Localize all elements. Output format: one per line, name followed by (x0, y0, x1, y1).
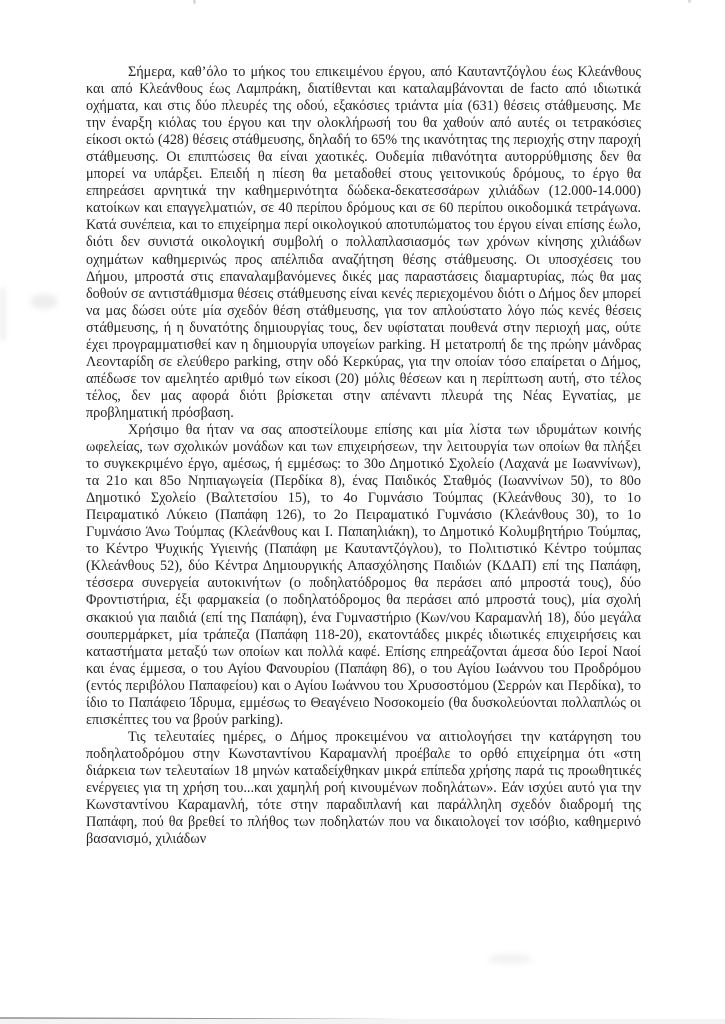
paragraph-bike-lane-argument: Τις τελευταίες ημέρες, ο Δήμος προκειμένου να αιτιολογήσει την κατάργηση του ποδηλατοδρόμου στην Κωνσταντίνου Καραμανλή προέβαλε το ορθό επιχείρημα ότι «στη διάρκεια των τελευταίων 18 μηνών καταδείχθηκαν μικρά επίπεδα χρήσης παρά τις προωθητικές ενέργειες για τη χρήση του...και χαμηλή ροή κινουμένων ποδηλάτων». Εάν ισχύει αυτό για την Κωνσταντίνου Καραμανλή, τότε στην παραδιπλανή και παράλληλη σχεδόν διαδρομή της Παπάφη, πού θα βρεθεί το πλήθος των ποδηλατών που να δικαιολογεί τον ισόβιο, καθημερινό βασανισμό, χιλιάδων (86, 728, 641, 848)
body-text (86, 64, 641, 848)
paragraph-affected-institutions: Χρήσιμο θα ήταν να σας αποστείλουμε επίσης και μία λίστα των ιδρυμάτων κοινής ωφελείας, των σχολικών μονάδων και των επιχειρήσεων, την λειτουργία των οποίων θα πλήξει το συγκεκριμένο έργο, αμέσως, ή εμμέσως: το 30ο Δημοτικό Σχολείο (Λαχανά με Ιωαννίνων), τα 21ο και 85ο Νηπιαγωγεία (Περδίκα 8), ένας Παιδικός Σταθμός (Ιωαννίνων 50), το 80ο Δημοτικό Σχολείο (Βαλτετσίου 15), το 4ο Γυμνάσιο Τούμπας (Κλεάνθους 30), το 1ο Πειραματικό Λύκειο (Παπάφη 126), το 2ο Πειραματικό Γυμνάσιο (Κλεάνθους 30), το 1ο Γυμνάσιο Άνω Τούμπας (Κλεάνθους και Ι. Παπαηλιάκη), το Δημοτικό Κολυμβητήριο Τούμπας, το Κέντρο Ψυχικής Υγιεινής (Παπάφη με Καυταντζόγλου), το Πολιτιστικό Κέντρο τούμπας (Κλεάνθους 52), δύο Κέντρα Δημιουργικής Απασχόλησης Παιδιών (ΚΔΑΠ) επί της Παπάφη, τέσσερα συνεργεία αυτοκινήτων (ο ποδηλατόδρομος θα περάσει από μπροστά τους), δύο Φροντιστήρια, έξι φαρμακεία (ο ποδηλατόδρομος θα περάσει από μπροστά τους), μία σχολή σκακιού για παιδιά (επί της Παπάφη), ένα Γυμναστήριο (Κων/νου Καραμανλή 18), δύο μεγάλα σουπερμάρκετ, μία τράπεζα (Παπάφη 118-20), εκατοντάδες μικρές ιδιωτικές επιχειρήσεις και καταστήματα μεταξύ των οποίων και πολλά καφέ. Επίσης επηρεάζονται άμεσα δύο Ιεροί Ναοί και ένας έμμεσα, ο του Αγίου Φανουρίου (Παπάφη 86), ο του Αγίου Ιωάννου του Προδρόμου (εντός περιβόλου Παπαφείου) και ο Αγίου Ιωάννου του Χρυσοστόμου (Σερρών και Περδίκα), το ίδιο το Παπάφειο Ίδρυμα, εμμέσως το Θεαγένειο Νοσοκομείο (θα δυσκολεύονται πολλαπλώς οι επισκέπτες του να βρούν parking). (86, 421, 641, 728)
scan-smudge (30, 294, 58, 309)
scan-speck (193, 0, 196, 4)
scan-edge-streak (0, 288, 6, 340)
scan-speck (688, 0, 691, 3)
scan-bottom-area (0, 1019, 725, 1024)
scan-smudge (488, 954, 532, 964)
paragraph-parking-impact: Σήμερα, καθ’όλο το μήκος του επικειμένου έργου, από Καυταντζόγλου έως Κλεάνθους και από Κλεάνθους έως Λαμπράκη, διατίθενται και καταλαμβάνονται de facto από ιδιωτικά οχήματα, και στις δύο πλευρές της οδού, εξακόσιες τριάντα μία (631) θέσεις στάθμευσης. Με την έναρξη κιόλας του έργου και την ολοκλήρωσή του θα χαθούν από αυτές οι τετρακόσιες είκοσι οκτώ (428) θέσεις στάθμευσης, δηλαδή το 65% της ικανότητας της περιοχής στην παροχή στάθμευσης. Οι επιπτώσεις θα είναι χαοτικές. Ουδεμία πιθανότητα αυτορρύθμισης δεν θα μπορεί να υπάρξει. Επειδή η πίεση θα μεταδοθεί στους γειτονικούς δρόμους, το έργο θα επηρεάσει αρνητικά την καθημερινότητα δώδεκα-δεκατεσσάρων χιλιάδων (12.000-14.000) κατοίκων και επαγγελματιών, σε 40 περίπου δρόμους και σε 60 περίπου οικοδομικά τετράγωνα. Κατά συνέπεια, και το επιχείρημα περί οικολογικού αποτυπώματος του έργου είναι επίσης έωλο, διότι δεν συνιστά οικολογική συμβολή ο πολλαπλασιασμός των χρόνων κίνησης χιλιάδων οχημάτων καθημερινώς προς απέλπιδα αναζήτηση θέσης στάθμευσης. Οι υποσχέσεις του Δήμου, μπροστά στις επαναλαμβανόμενες δικές μας παραστάσεις διαμαρτυρίας, πώς θα μας δοθούν σε αντιστάθμισμα θέσεις στάθμευσης είναι κενές περιεχομένου διότι ο Δήμος δεν μπορεί να μας δώσει ούτε μία σχεδόν θέση στάθμευσης, για τον απλούστατο λόγο πώς κενές θέσεις στάθμευσης, ή η δυνατότης δημιουργίας τους, δεν υφίσταται πουθενά στην περιοχή μας, ούτε έχει προγραμματισθεί καν η δημιουργία υπογείων parking. Η μετατροπή δε της πρώην μάνδρας Λεονταρίδη σε ελεύθερο parking, στην οδό Κερκύρας, για την οποίαν τόσο επαίρεται ο Δήμος, απέδωσε τον αμελητέο αριθμό των είκοσι (20) μόλις θέσεων και η περίπτωση αυτή, στο τέλος τέλος, δεν μας αφορά διότι βρίσκεται στην απέναντι πλευρά της Νέας Εγνατίας, με προβληματική πρόσβαση. (86, 64, 641, 421)
